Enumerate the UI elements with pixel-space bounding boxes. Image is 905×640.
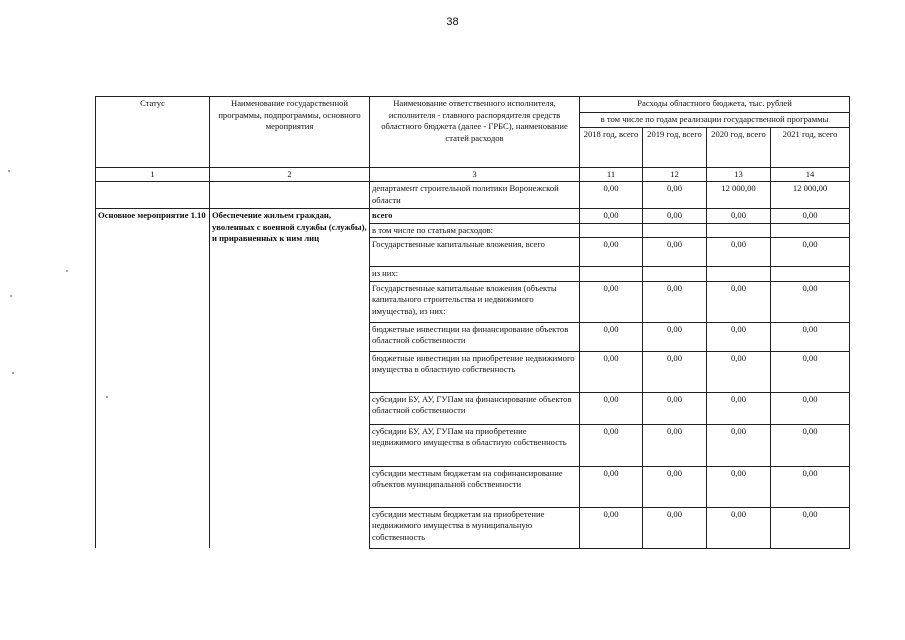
header-year: 2019 год, всего	[643, 127, 707, 167]
value-2021: 12 000,00	[771, 182, 850, 209]
row-value: 0,00	[580, 238, 643, 267]
row-value: 0,00	[707, 281, 771, 322]
row-value: 0,00	[580, 322, 643, 351]
row-value: 0,00	[707, 424, 771, 466]
activity-status: Основное мероприятие 1.10	[96, 209, 210, 549]
column-number: 11	[580, 167, 643, 182]
row-value: 0,00	[643, 322, 707, 351]
row-value	[707, 267, 771, 282]
row-value: 0,00	[707, 322, 771, 351]
column-number: 1	[96, 167, 210, 182]
row-value: 0,00	[580, 392, 643, 424]
row-value: 0,00	[707, 507, 771, 548]
scan-speck	[66, 270, 68, 272]
row-label: в том числе по статьям расходов:	[370, 223, 580, 238]
empty-cell	[210, 182, 370, 209]
row-value	[771, 267, 850, 282]
column-number: 2	[210, 167, 370, 182]
header-program-name: Наименование государственной программы, подпрограммы, основного мероприятия	[210, 97, 370, 168]
row-value: 0,00	[771, 466, 850, 507]
value-2020: 12 000,00	[707, 182, 771, 209]
row-value	[643, 267, 707, 282]
row-label: Государственные капитальные вложения (объекты капитального строительства и недвижимого имущества), из них:	[370, 281, 580, 322]
budget-table	[95, 96, 850, 549]
scan-speck	[8, 170, 10, 172]
row-value: 0,00	[580, 209, 643, 224]
row-value: 0,00	[707, 392, 771, 424]
row-value: 0,00	[643, 281, 707, 322]
row-label: субсидии местным бюджетам на софинансирование объектов муниципальной собственности	[370, 466, 580, 507]
row-value: 0,00	[643, 424, 707, 466]
row-value: 0,00	[643, 351, 707, 392]
row-label: субсидии БУ, АУ, ГУПам на приобретение недвижимого имущества в областную собственность	[370, 424, 580, 466]
row-value: 0,00	[580, 424, 643, 466]
row-value: 0,00	[643, 507, 707, 548]
row-value	[643, 223, 707, 238]
column-number: 3	[370, 167, 580, 182]
header-year: 2018 год, всего	[580, 127, 643, 167]
column-number: 12	[643, 167, 707, 182]
row-label: Государственные капитальные вложения, всего	[370, 238, 580, 267]
row-value: 0,00	[580, 466, 643, 507]
header-expenses: Расходы областного бюджета, тыс. рублей	[580, 97, 850, 113]
row-value: 0,00	[771, 209, 850, 224]
row-value: 0,00	[580, 351, 643, 392]
row-value	[707, 223, 771, 238]
row-label: бюджетные инвестиции на финансирование объектов областной собственности	[370, 322, 580, 351]
page-number: 38	[446, 16, 459, 28]
row-value: 0,00	[580, 281, 643, 322]
header-year: 2021 год, всего	[771, 127, 850, 167]
row-label: из них:	[370, 267, 580, 282]
row-value: 0,00	[771, 238, 850, 267]
row-value: 0,00	[643, 238, 707, 267]
row-value: 0,00	[707, 238, 771, 267]
row-value: 0,00	[707, 466, 771, 507]
header-status: Статус	[96, 97, 210, 168]
row-value: 0,00	[771, 507, 850, 548]
row-value: 0,00	[707, 209, 771, 224]
row-value: 0,00	[707, 351, 771, 392]
activity-name: Обеспечение жильем граждан, уволенных с военной службы (службы), и приравненных к ним лиц	[210, 209, 370, 549]
empty-cell	[96, 182, 210, 209]
header-by-years: в том числе по годам реализации государственной программы	[580, 113, 850, 128]
row-value: 0,00	[643, 392, 707, 424]
row-label: бюджетные инвестиции на приобретение недвижимого имущества в областную собственность	[370, 351, 580, 392]
row-label: всего	[370, 209, 580, 224]
executor-name: департамент строительной политики Воронежской области	[370, 182, 580, 209]
value-2019: 0,00	[643, 182, 707, 209]
row-value: 0,00	[771, 322, 850, 351]
row-value: 0,00	[771, 351, 850, 392]
header-executor: Наименование ответственного исполнителя, исполнителя - главного распорядителя средств областного бюджета (далее - ГРБС), наименование статей расходов	[370, 97, 580, 168]
row-value: 0,00	[771, 392, 850, 424]
row-value: 0,00	[643, 209, 707, 224]
row-label: субсидии местным бюджетам на приобретение недвижимого имущества в муниципальную собственность	[370, 507, 580, 548]
column-number: 13	[707, 167, 771, 182]
header-year: 2020 год, всего	[707, 127, 771, 167]
row-value	[580, 223, 643, 238]
scan-speck	[12, 372, 14, 374]
row-value: 0,00	[771, 281, 850, 322]
row-label: субсидии БУ, АУ, ГУПам на финансирование объектов областной собственности	[370, 392, 580, 424]
row-value: 0,00	[643, 466, 707, 507]
row-value	[580, 267, 643, 282]
value-2018: 0,00	[580, 182, 643, 209]
column-number: 14	[771, 167, 850, 182]
row-value: 0,00	[771, 424, 850, 466]
scan-speck	[10, 295, 12, 297]
row-value	[771, 223, 850, 238]
row-value: 0,00	[580, 507, 643, 548]
